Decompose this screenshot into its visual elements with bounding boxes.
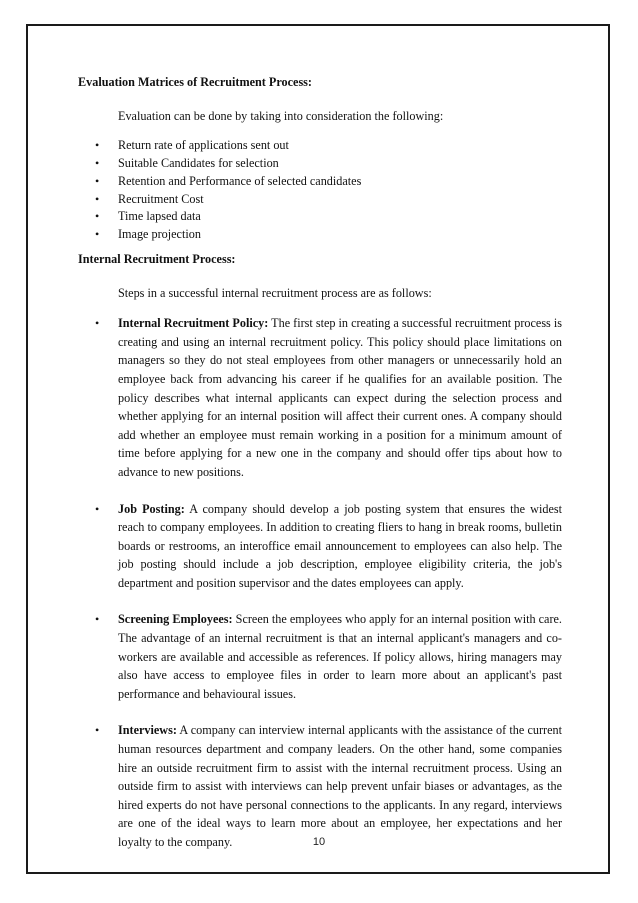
- step-text: A company can interview internal applicants with the assistance of the current human resources department and company leaders. On the other hand, some companies hire an outside recruitment firm to assist with the internal recruitment process. Using an outside firm to assist with interviews can help prevent unfair biases or advantages, as the hired experts do not have personal connections to the applicants. In any regard, interviews are one of the ideal ways to learn more about an employee, her expectations and her loyalty to the company.: [118, 723, 562, 849]
- bullet-icon: •: [95, 191, 100, 206]
- step-text: Screen the employees who apply for an internal position with care. The advantage of an internal recruitment is that an internal applicant's managers and co-workers are available and accessible as references. If policy allows, hiring managers may also have access to employee files in order to learn more about an applicant's past performance and behavioural issues.: [118, 612, 562, 701]
- list-item: [78, 155, 562, 173]
- step-term: Job Posting:: [118, 501, 185, 516]
- list-item: [78, 610, 562, 703]
- bullet-icon: •: [95, 138, 100, 153]
- list-item-text: Time lapsed data: [118, 209, 201, 224]
- section-heading-internal-recruitment: Internal Recruitment Process:: [78, 251, 236, 266]
- list-item-text: Recruitment Cost: [118, 191, 204, 206]
- bullet-icon: •: [95, 723, 100, 738]
- list-item-text: Suitable Candidates for selection: [118, 155, 279, 170]
- bullet-icon: •: [95, 316, 100, 331]
- list-item: [78, 191, 562, 209]
- list-item: [78, 314, 562, 481]
- bullet-icon: •: [95, 612, 100, 627]
- bullet-icon: •: [95, 173, 100, 188]
- steps-list: [78, 314, 562, 851]
- step-term: Internal Recruitment Policy:: [118, 316, 269, 331]
- section-intro-evaluation: Evaluation can be done by taking into consideration the following:: [118, 108, 444, 123]
- step-term: Screening Employees:: [118, 612, 233, 627]
- list-item-text: Retention and Performance of selected candidates: [118, 173, 362, 188]
- evaluation-list: [78, 137, 562, 244]
- bullet-icon: •: [95, 209, 100, 224]
- list-item: [78, 208, 562, 226]
- page-number: 10: [312, 836, 326, 848]
- list-item: [78, 721, 562, 851]
- list-item-text: Return rate of applications sent out: [118, 138, 289, 153]
- list-item: [78, 137, 562, 155]
- list-item: [78, 173, 562, 191]
- list-item: [78, 500, 562, 593]
- bullet-icon: •: [95, 155, 100, 170]
- bullet-icon: •: [95, 501, 100, 516]
- step-text: A company should develop a job posting system that ensures the widest reach to company employees. In addition to creating fliers to hang in break rooms, bulletin boards or restrooms, an interoffice email announcement to employees can also help. The job posting should include a job description, employee eligibility criteria, the job's department and position supervisor and the dates employees can apply.: [118, 501, 563, 590]
- list-item: [78, 226, 562, 244]
- list-item-text: Image projection: [118, 227, 201, 242]
- document-content: [78, 73, 562, 870]
- section-heading-evaluation: Evaluation Matrices of Recruitment Process:: [78, 75, 312, 89]
- step-text: The first step in creating a successful recruitment process is creating and using an internal recruitment policy. This policy should place limitations on managers so they do not steal employees from other managers or unnecessarily hold an employee back from advancing his career if he qualifies for an available position. The policy describes what internal applicants can expect during the selection process and whether applying for an internal position will affect their current ones. A company should add whether an employee must remain working in a position for a minimum amount of time before applying for a new one in the company and should offer tips about how to advance to new positions.: [118, 316, 562, 479]
- section-intro-internal-recruitment: Steps in a successful internal recruitment process are as follows:: [118, 285, 432, 300]
- bullet-icon: •: [95, 227, 100, 242]
- step-term: Interviews:: [118, 723, 177, 738]
